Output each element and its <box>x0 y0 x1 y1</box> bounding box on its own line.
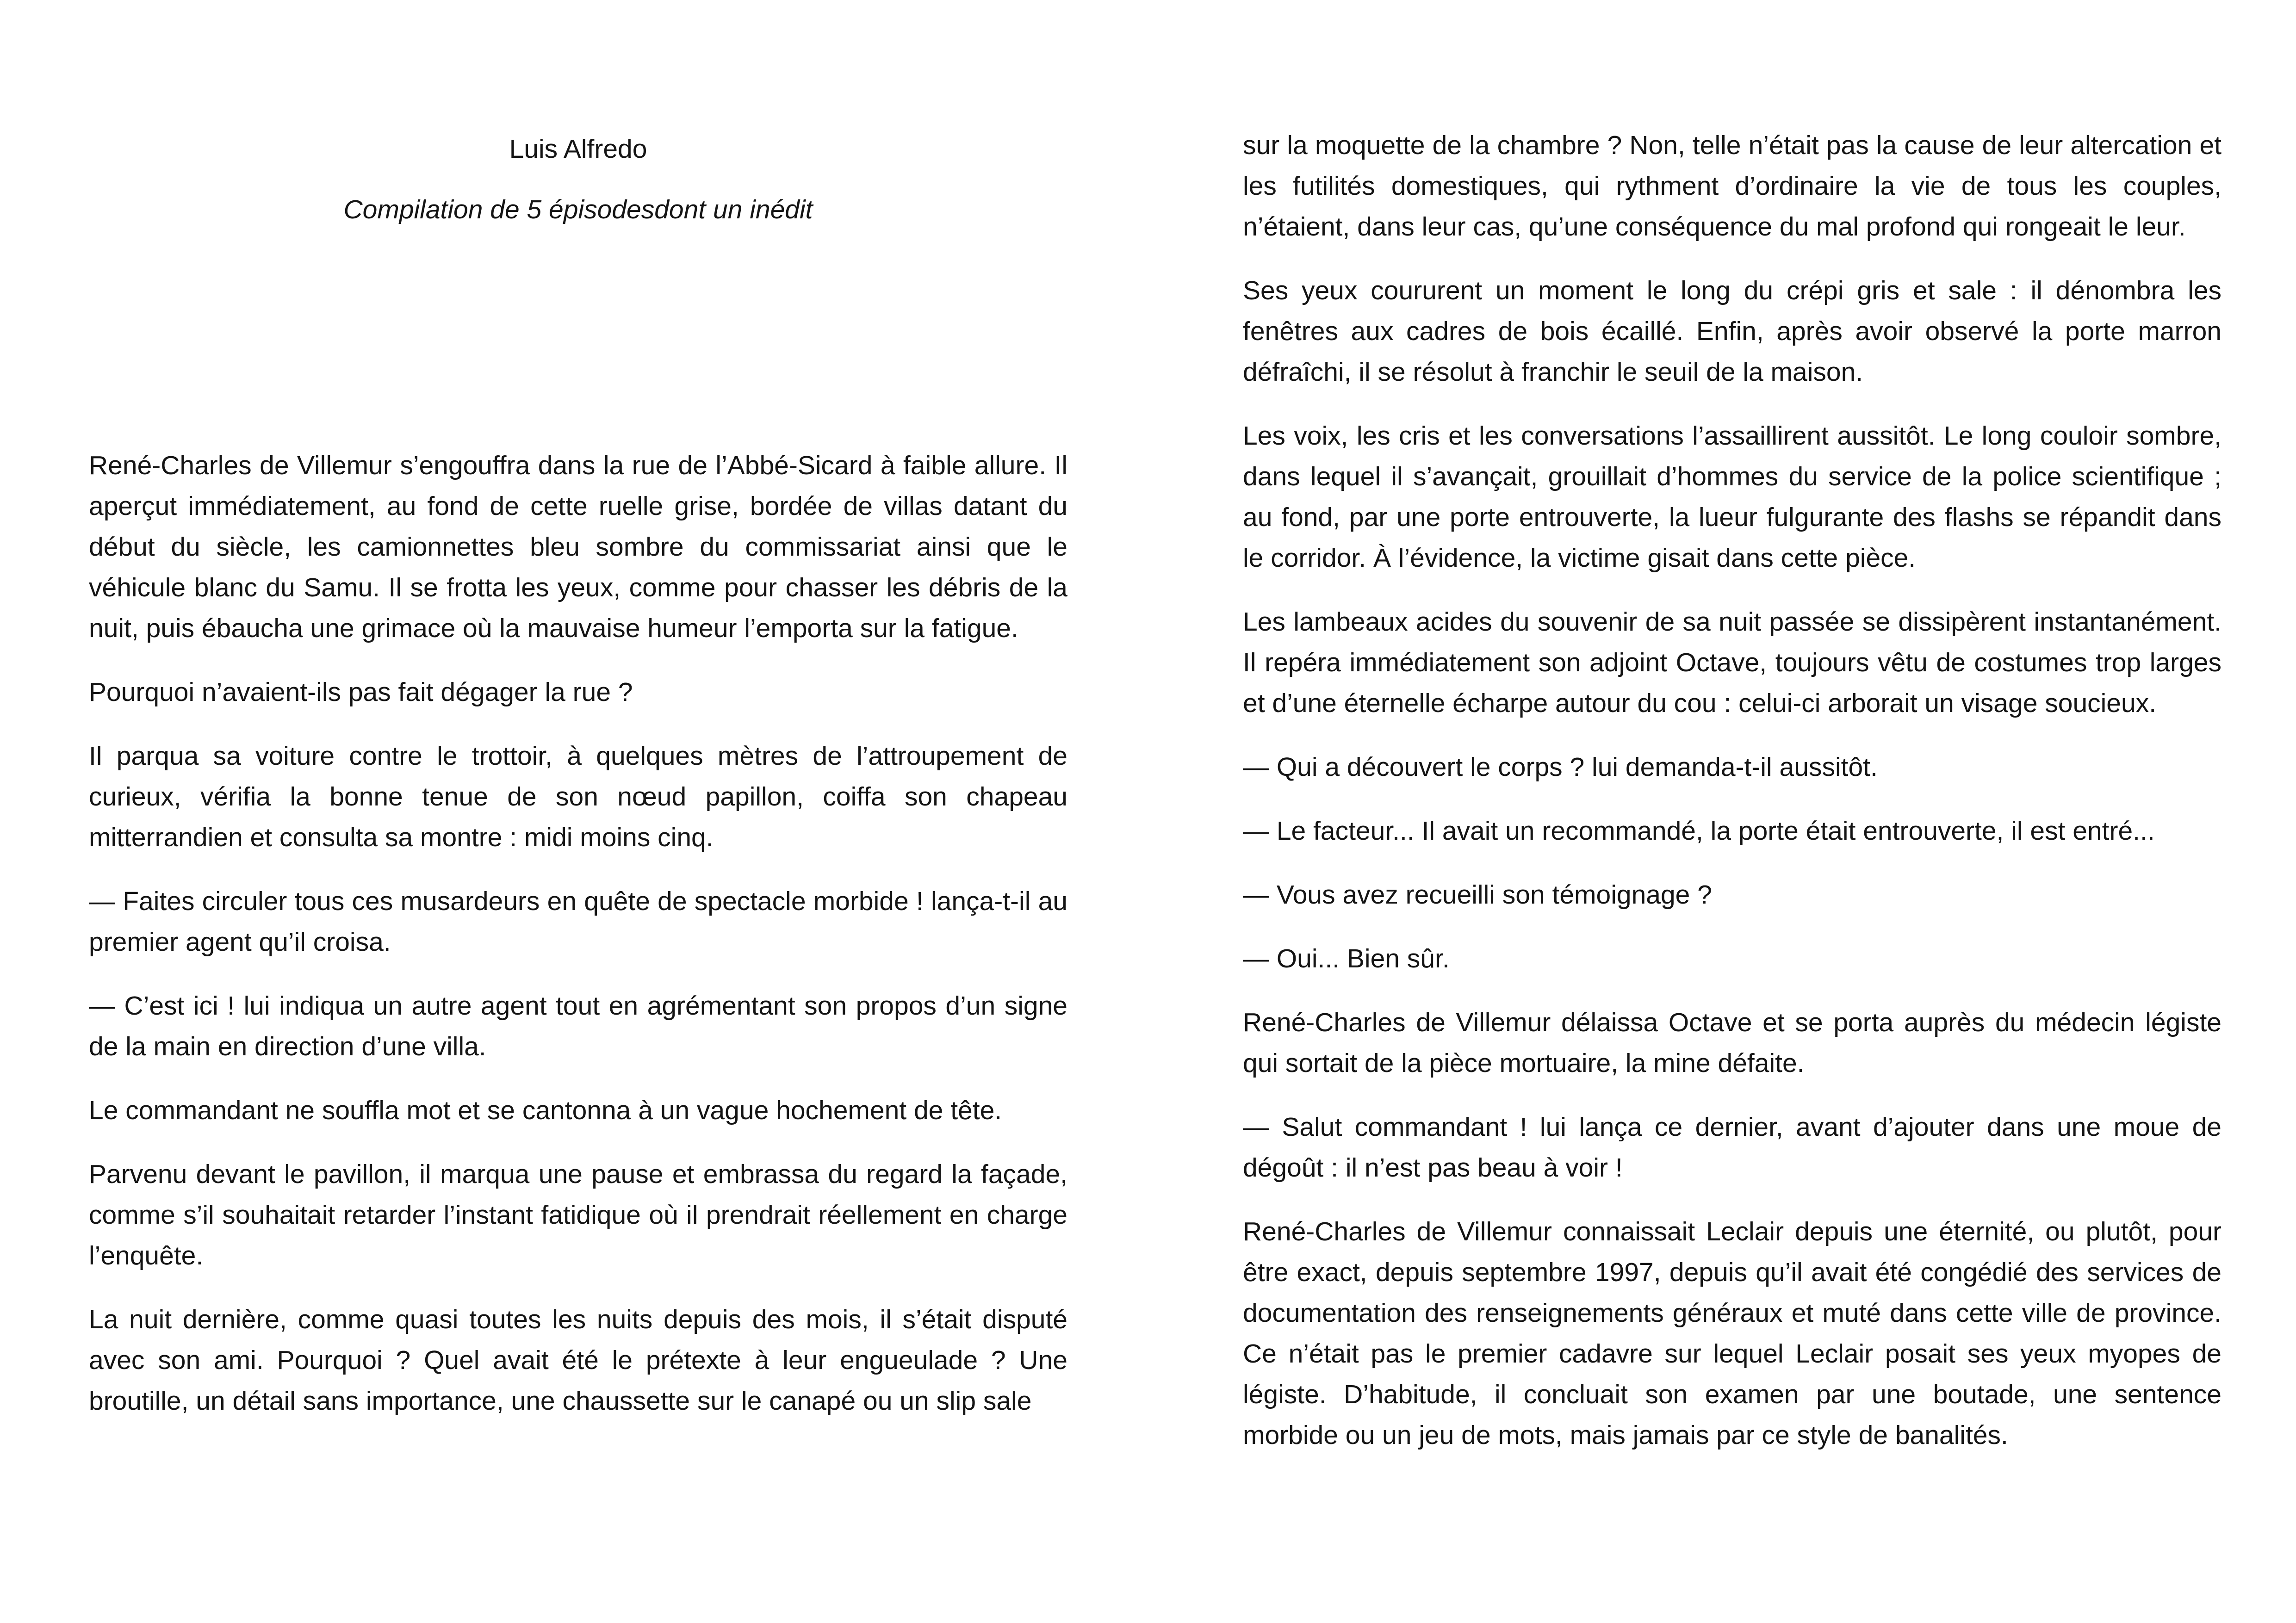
paragraph: Le commandant ne souffla mot et se cantonna à un vague hochement de tête. <box>89 1096 1002 1125</box>
dialogue-line: — Oui... Bien sûr. <box>1243 944 1450 973</box>
dialogue-line: — Faites circuler tous ces musardeurs en quête de spectacle morbide ! lança-t-il au premier agent qu’il croisa. <box>89 886 1067 957</box>
paragraph: Il parqua sa voiture contre le trottoir, à quelques mètres de l’attroupement de curieux, vérifia la bonne tenue de son nœud papillon, coiffa son chapeau mitterrandien et consulta sa montre : midi moins cinq. <box>89 741 1067 852</box>
paragraph: Pourquoi n’avaient-ils pas fait dégager la rue ? <box>89 677 633 707</box>
left-column-text <box>89 445 1067 1444</box>
paragraph: Les voix, les cris et les conversations l’assaillirent aussitôt. Le long couloir sombre, dans lequel il s’avançait, grouillait d’hommes du service de la police scientifique ; au fond, par une porte entrouverte, la lueur fulgurante des flashs se répandit dans le corridor. À l’évidence, la victime gisait dans cette pièce. <box>1243 421 2222 573</box>
paragraph: La nuit dernière, comme quasi toutes les nuits depuis des mois, il s’était disputé avec son ami. Pourquoi ? Quel avait été le prétexte à leur engueulade ? Une broutille, un détail sans importance, une chaussette sur le canapé ou un slip sale <box>89 1305 1067 1416</box>
book-subtitle: Compilation de 5 épisodesdont un inédit <box>343 195 813 224</box>
author-name: Luis Alfredo <box>509 134 647 164</box>
paragraph: René-Charles de Villemur connaissait Leclair depuis une éternité, ou plutôt, pour être exact, depuis septembre 1997, depuis qu’il avait été congédié des services de documentation des renseignements généraux et muté dans cette ville de province. Ce n’était pas le premier cadavre sur lequel Leclair posait ses yeux myopes de légiste. D’habitude, il concluait son examen par une boutade, une sentence morbide ou un jeu de mots, mais jamais par ce style de banalités. <box>1243 1217 2222 1450</box>
paragraph: Parvenu devant le pavillon, il marqua une pause et embrassa du regard la façade, comme s’il souhaitait retarder l’instant fatidique où il prendrait réellement en charge l’enquête. <box>89 1159 1067 1270</box>
dialogue-line: — C’est ici ! lui indiqua un autre agent tout en agrémentant son propos d’un signe de la main en direction d’une villa. <box>89 991 1067 1061</box>
paragraph: René-Charles de Villemur s’engouffra dans la rue de l’Abbé-Sicard à faible allure. Il aperçut immédiatement, au fond de cette ruelle grise, bordée de villas datant du début du siècle, les camionnettes bleu sombre du commissariat ainsi que le véhicule blanc du Samu. Il se frotta les yeux, comme pour chasser les débris de la nuit, puis ébaucha une grimace où la mauvaise humeur l’emporta sur la fatigue. <box>89 451 1067 643</box>
dialogue-line: — Salut commandant ! lui lança ce dernier, avant d’ajouter dans une moue de dégoût : il n’est pas beau à voir ! <box>1243 1112 2222 1183</box>
dialogue-line: — Qui a découvert le corps ? lui demanda-t-il aussitôt. <box>1243 752 1878 782</box>
paragraph: René-Charles de Villemur délaissa Octave et se porta auprès du médecin légiste qui sortait de la pièce mortuaire, la mine défaite. <box>1243 1008 2222 1078</box>
paragraph: Ses yeux coururent un moment le long du crépi gris et sale : il dénombra les fenêtres aux cadres de bois écaillé. Enfin, après avoir observé la porte marron défraîchi, il se résolut à franchir le seuil de la maison. <box>1243 276 2222 387</box>
dialogue-line: — Vous avez recueilli son témoignage ? <box>1243 880 1712 910</box>
dialogue-line: — Le facteur... Il avait un recommandé, la porte était entrouverte, il est entré... <box>1243 816 2155 846</box>
right-column-text <box>1243 125 2222 1479</box>
paragraph: Les lambeaux acides du souvenir de sa nuit passée se dissipèrent instantanément. Il repéra immédiatement son adjoint Octave, toujours vêtu de costumes trop larges et d’une éternelle écharpe autour du cou : celui-ci arborait un visage soucieux. <box>1243 607 2222 718</box>
paragraph: sur la moquette de la chambre ? Non, telle n’était pas la cause de leur altercation et les futilités domestiques, qui rythment d’ordinaire la vie de tous les couples, n’étaient, dans leur cas, qu’une conséquence du mal profond qui rongeait le leur. <box>1243 130 2222 242</box>
